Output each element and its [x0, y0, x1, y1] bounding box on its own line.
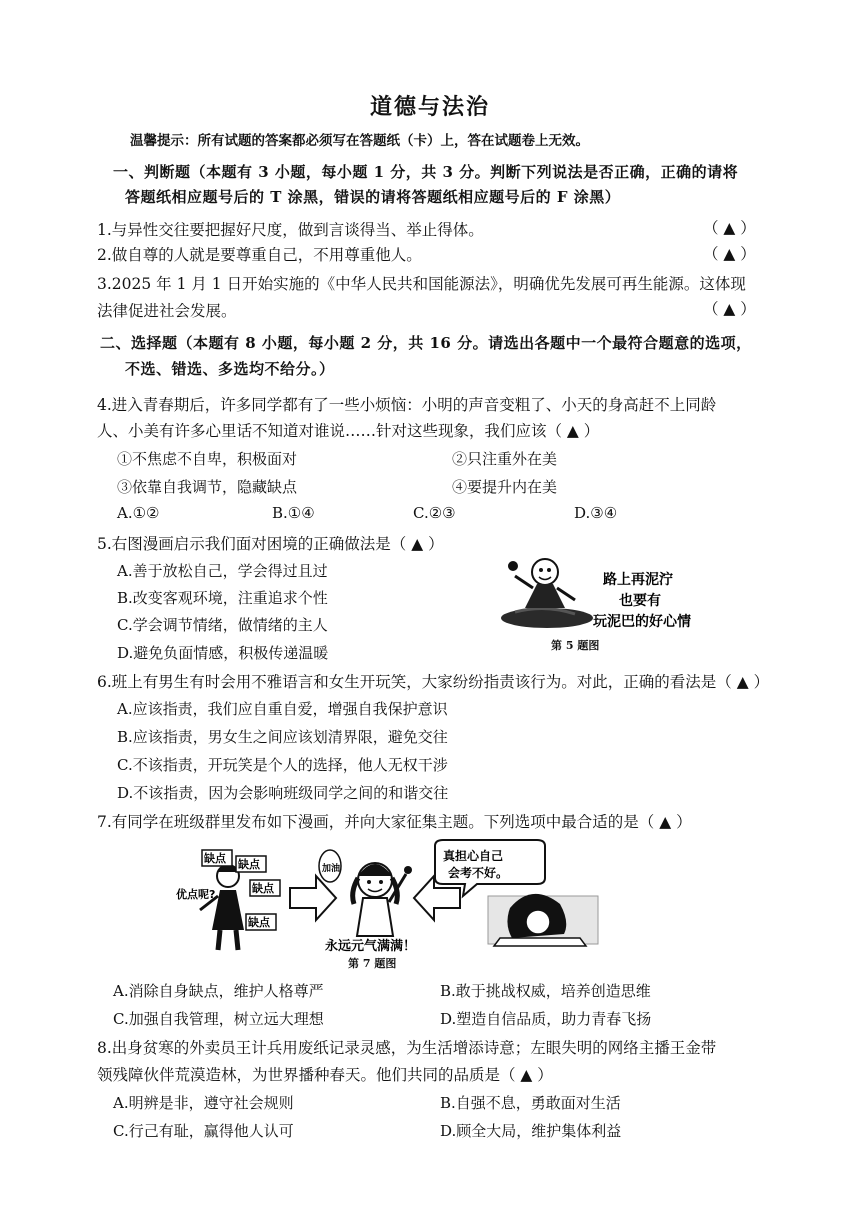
q8-stem-line2: 领残障伙伴荒漠造林，为世界播种春天。他们共同的品质是（ ▲ ） [97, 1066, 553, 1084]
q7-bubble-left: 优点呢? [176, 888, 216, 901]
q5-cartoon-line3: 玩泥巴的好心情 [593, 614, 691, 630]
q8-option-b: B.自强不息，勇敢面对生活 [440, 1094, 621, 1112]
q7-option-a: A.消除自身缺点，维护人格尊严 [113, 982, 324, 1000]
q7-cartoon-right-figure [488, 894, 598, 946]
q7-tag-defect-2: 缺点 [238, 858, 260, 871]
section1-heading: 一、判断题（本题有 3 小题，每小题 1 分，共 3 分。判断下列说法是否正确，正确的请将 [113, 163, 739, 181]
q5-cartoon-line2: 也要有 [619, 593, 661, 609]
q4-item-4: ④要提升内在美 [452, 478, 558, 496]
q2-text: 2.做自尊的人就是要尊重自己，不用尊重他人。 [97, 246, 422, 264]
q6-option-a: A.应该指责，我们应自重自爱，增强自我保护意识 [117, 700, 448, 718]
section2-heading: 二、选择题（本题有 8 小题，每小题 2 分，共 16 分。请选出各题中一个最符合题意的选项， [100, 334, 752, 352]
q7-tag-defect-1: 缺点 [204, 852, 226, 865]
q8-option-d: D.顾全大局，维护集体利益 [440, 1122, 622, 1140]
q6-stem: 6.班上有男生有时会用不雅语言和女生开玩笑，大家纷纷指责该行为。对此，正确的看法是（ ▲ ） [97, 673, 770, 691]
q7-cartoon-left-figure [200, 865, 244, 950]
q3-text-line2: 法律促进社会发展。 [97, 302, 237, 320]
q7-option-c: C.加强自我管理，树立远大理想 [113, 1010, 324, 1028]
q5-caption: 第 5 题图 [551, 639, 600, 652]
exam-tip: 温馨提示：所有试题的答案都必须写在答题纸（卡）上，答在试题卷上无效。 [130, 133, 589, 149]
q4-stem-line2: 人、小美有许多心里话不知道对谁说……针对这些现象，我们应该（ ▲ ） [97, 422, 600, 440]
q4-stem-line1: 4.进入青春期后，许多同学都有了一些小烦恼：小明的声音变粗了、小天的身高赶不上同龄 [97, 396, 717, 414]
q6-option-d: D.不该指责，因为会影响班级同学之间的和谐交往 [117, 784, 449, 802]
q5-cartoon-line1: 路上再泥泞 [603, 572, 673, 588]
q7-side-note: 加油 [322, 864, 341, 874]
q8-stem-line1: 8.出身贫寒的外卖员王计兵用废纸记录灵感，为生活增添诗意；左眼失明的网络主播王金带 [97, 1039, 717, 1057]
q5-stem: 5.右图漫画启示我们面对困境的正确做法是（ ▲ ） [97, 535, 444, 553]
q4-item-1: ①不焦虑不自卑，积极面对 [117, 450, 298, 468]
q5-option-c: C.学会调节情绪，做情绪的主人 [117, 616, 328, 634]
q4-item-2: ②只注重外在美 [452, 450, 558, 468]
q5-option-a: A.善于放松自己，学会得过且过 [117, 562, 328, 580]
q5-cartoon [495, 550, 705, 650]
q8-option-c: C.行己有耻，赢得他人认可 [113, 1122, 294, 1140]
q7-stem: 7.有同学在班级群里发布如下漫画，并向大家征集主题。下列选项中最合适的是（ ▲ ） [97, 813, 692, 831]
q7-option-d: D.塑造自信品质，助力青春飞扬 [440, 1010, 652, 1028]
q6-option-b: B.应该指责，男女生之间应该划清界限，避免交往 [117, 728, 448, 746]
q3-text-line1: 3.2025 年 1 月 1 日开始实施的《中华人民共和国能源法》，明确优先发展可再生能源。这体现 [97, 275, 746, 293]
q1-answer-mark: （ ▲ ） [703, 219, 756, 237]
q7-tag-defect-4: 缺点 [248, 916, 270, 929]
q4-option-b: B.①④ [272, 504, 315, 522]
q5-option-b: B.改变客观环境，注重追求个性 [117, 589, 328, 607]
q7-bubble-right-line2: 会考不好。 [448, 866, 509, 880]
q7-caption: 第 7 题图 [348, 957, 397, 970]
section1-heading-cont: 答题纸相应题号后的 T 涂黑，错误的请将答题纸相应题号后的 F 涂黑） [125, 188, 621, 206]
q7-option-b: B.敢于挑战权威，培养创造思维 [440, 982, 651, 1000]
q4-item-3: ③依靠自我调节，隐藏缺点 [117, 478, 298, 496]
q3-answer-mark: （ ▲ ） [703, 300, 756, 318]
q8-option-a: A.明辨是非，遵守社会规则 [113, 1094, 294, 1112]
q7-bubble-right-line1: 真担心自己 [443, 849, 504, 863]
section2-heading-cont: 不选、错选、多选均不给分。） [125, 360, 335, 378]
q4-option-a: A.①② [117, 504, 160, 522]
q1-text: 1.与异性交往要把握好尺度，做到言谈得当、举止得体。 [97, 221, 484, 239]
q4-option-c: C.②③ [413, 504, 456, 522]
q2-answer-mark: （ ▲ ） [703, 245, 756, 263]
q4-option-d: D.③④ [574, 504, 618, 522]
q7-cartoon-center-figure [353, 863, 412, 936]
page-title: 道德与法治 [369, 94, 490, 120]
q7-center-caption: 永远元气满满！ [325, 939, 417, 954]
q5-cartoon-figure [501, 559, 593, 628]
q7-tag-defect-3: 缺点 [252, 882, 274, 895]
q6-option-c: C.不该指责，开玩笑是个人的选择，他人无权干涉 [117, 756, 448, 774]
q5-option-d: D.避免负面情感，积极传递温暖 [117, 644, 329, 662]
q7-cartoon [170, 838, 700, 973]
